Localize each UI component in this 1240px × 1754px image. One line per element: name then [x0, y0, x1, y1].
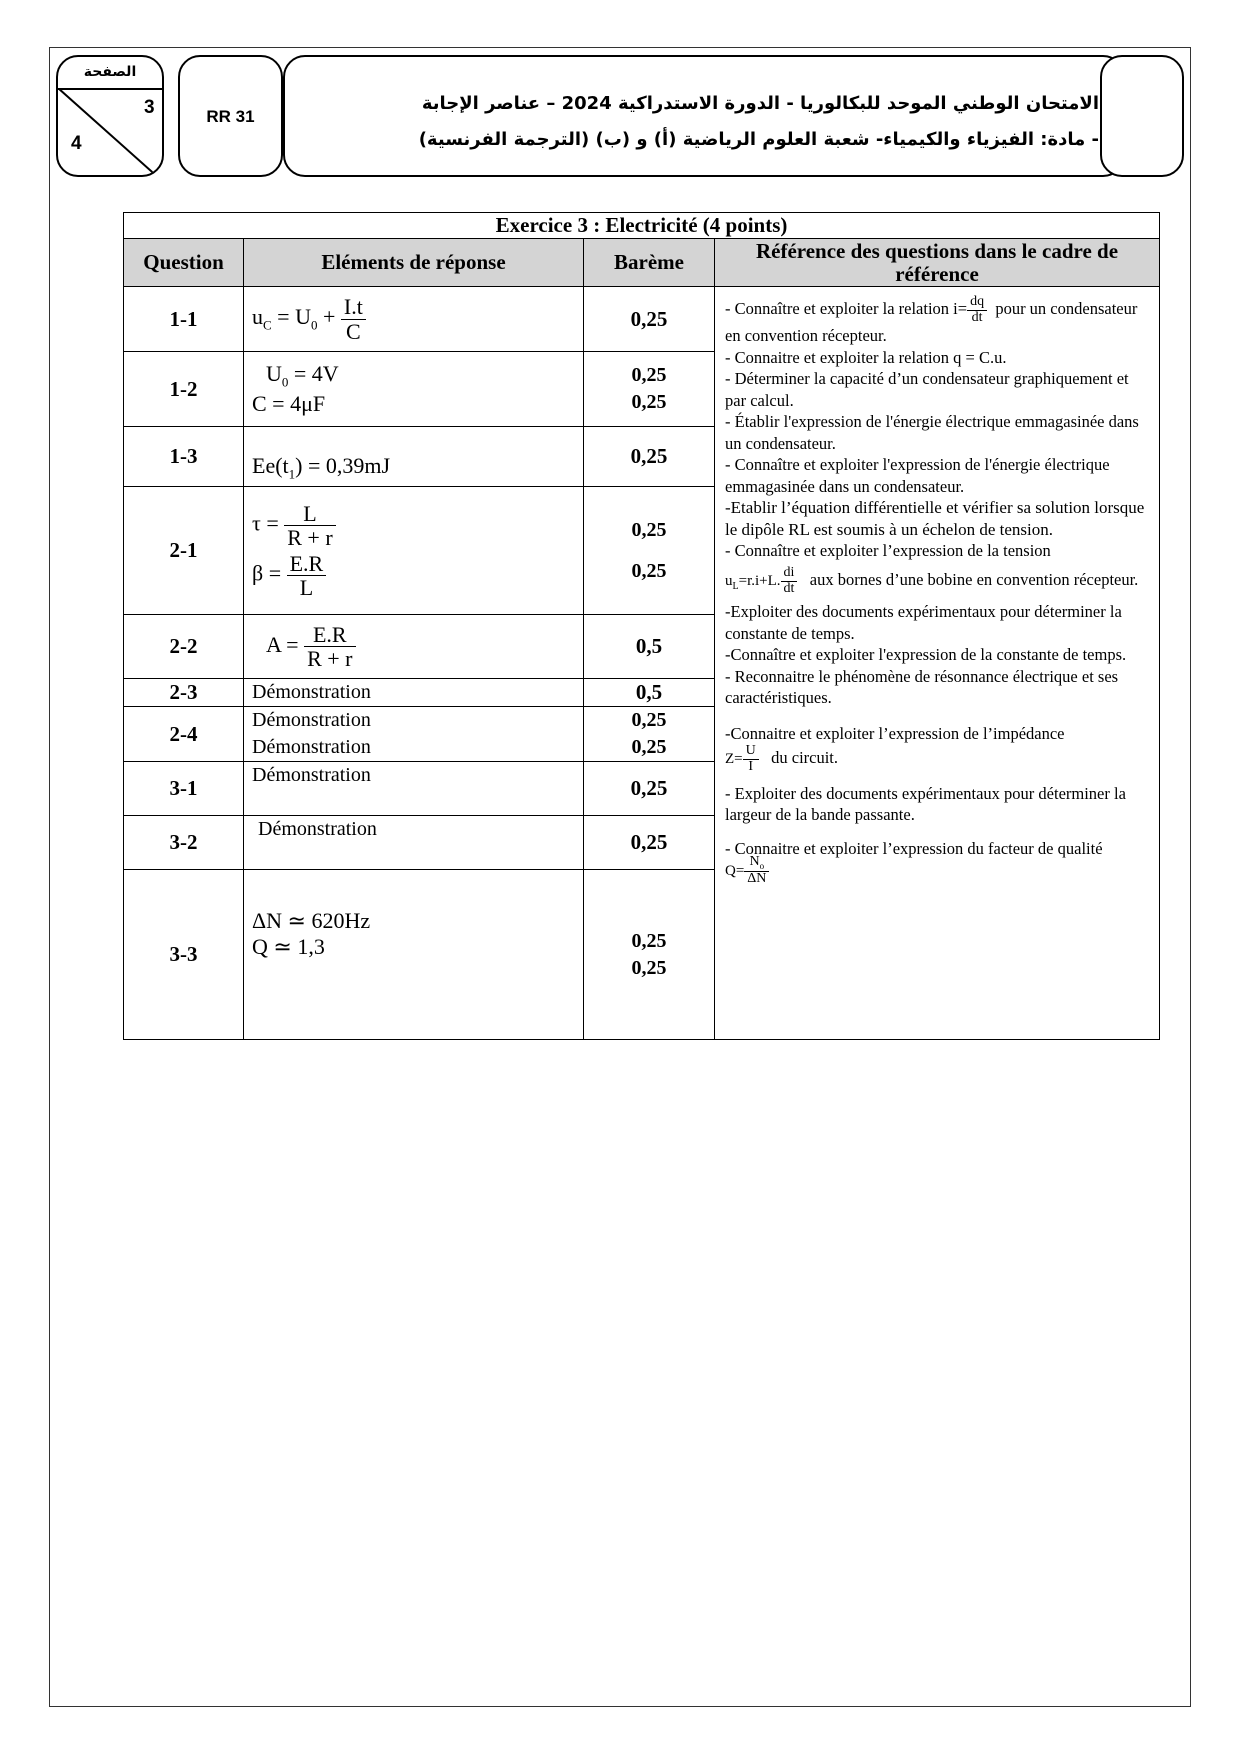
col-answer: Eléments de réponse	[244, 239, 584, 287]
blank-header-box	[1100, 55, 1184, 177]
question-number: 3-2	[124, 816, 244, 870]
answer-cell: Démonstration Démonstration	[244, 707, 584, 762]
answer-table	[123, 212, 1160, 1040]
bareme-cell: 0,25 0,25	[584, 487, 715, 615]
bareme-cell: 0,25	[584, 816, 715, 870]
answer-cell: Démonstration	[244, 679, 584, 707]
col-reference: Référence des questions dans le cadre de référence	[715, 239, 1160, 287]
answer-cell: $Ee(t_1) = 0,39mJ$	[244, 427, 584, 487]
question-number: 1-3	[124, 427, 244, 487]
question-number: 3-3	[124, 870, 244, 1040]
table-row	[124, 287, 1160, 352]
exam-code: RR 31	[206, 107, 255, 126]
col-question: Question	[124, 239, 244, 287]
answer-cell: Démonstration	[244, 762, 584, 816]
bareme-cell: 0,5	[584, 679, 715, 707]
page-label: الصفحة	[58, 57, 162, 90]
answer-cell: $u_C = U_0$ + $\frac{I.t}{C}$	[244, 287, 584, 352]
reference-cell: - Connaître et exploiter la relation i= $\frac{dq}{dt}$ pour un condensateur en convention récepteur. - Connaitre et exploiter la relation q = C.u. - Déterminer la capacité d’un condensateur graphiquement et par calcul. - Établir l'expression de l'énergie électrique emmagasinée dans un condensateur. - Connaître et exploiter l'expression de l'énergie électrique emmagasinée dans un condensateur. -Etablir l’équation différentielle et vérifier sa solution lorsque le dipôle RL est soumis à un échelon de tension. - Connaître et exploiter l’expression de la tension $u_L=r.i+L$. $\frac{di}{dt}$ aux bornes d’une bobine en convention récepteur. -Exploiter des documents expérimentaux pour déterminer la constante de temps. -Connaître et exploiter l'expression de la constante de temps. - Reconnaitre le phénomène de résonnance électrique et ses caractéristiques. -Connaitre et exploiter l’expression de l’impédance Z= $\frac{U}{I}$ du circuit. - Exploiter des documents expérimentaux pour déterminer la largeur de la bande passante. - Connaitre et exploiter l’expression du facteur de qualité Q= $\frac{N_o}{\Delta N}$	[715, 287, 1160, 1040]
exam-title: الامتحان الوطني الموحد للبكالوريا - الدورة الاستدراكية 2024 – عناصر الإجابة	[421, 93, 1099, 114]
question-number: 1-1	[124, 287, 244, 352]
page-total: 4	[71, 133, 82, 154]
answer-cell: ΔN ≃ 620Hz Q ≃ 1,3	[244, 870, 584, 1040]
bareme-cell: 0,5	[584, 615, 715, 679]
page-number-box	[56, 55, 164, 177]
question-number: 2-1	[124, 487, 244, 615]
question-number: 2-4	[124, 707, 244, 762]
answer-cell: Démonstration	[244, 816, 584, 870]
bareme-cell: 0,25	[584, 287, 715, 352]
exercise-title: Exercice 3 : Electricité (4 points)	[124, 213, 1160, 239]
page-current: 3	[144, 97, 155, 118]
bareme-cell: 0,25 0,25	[584, 707, 715, 762]
exam-title-box	[283, 55, 1125, 177]
bareme-cell: 0,25 0,25	[584, 352, 715, 427]
answer-cell: A = $\frac{E.R}{R + r}$	[244, 615, 584, 679]
bareme-cell: 0,25	[584, 427, 715, 487]
exam-subject: - مادة: الفيزياء والكيمياء- شعبة العلوم الرياضية (أ) و (ب) (الترجمة الفرنسية)	[418, 129, 1099, 150]
col-bareme: Barème	[584, 239, 715, 287]
question-number: 2-3	[124, 679, 244, 707]
question-number: 2-2	[124, 615, 244, 679]
question-number: 1-2	[124, 352, 244, 427]
exam-code-box	[178, 55, 283, 177]
answer-cell: $U_0 = 4V$ C = 4μF	[244, 352, 584, 427]
question-number: 3-1	[124, 762, 244, 816]
answer-cell: τ = $\frac{L}{R + r}$ β = $\frac{E.R}{L}$	[244, 487, 584, 615]
bareme-cell: 0,25 0,25	[584, 870, 715, 1040]
bareme-cell: 0,25	[584, 762, 715, 816]
